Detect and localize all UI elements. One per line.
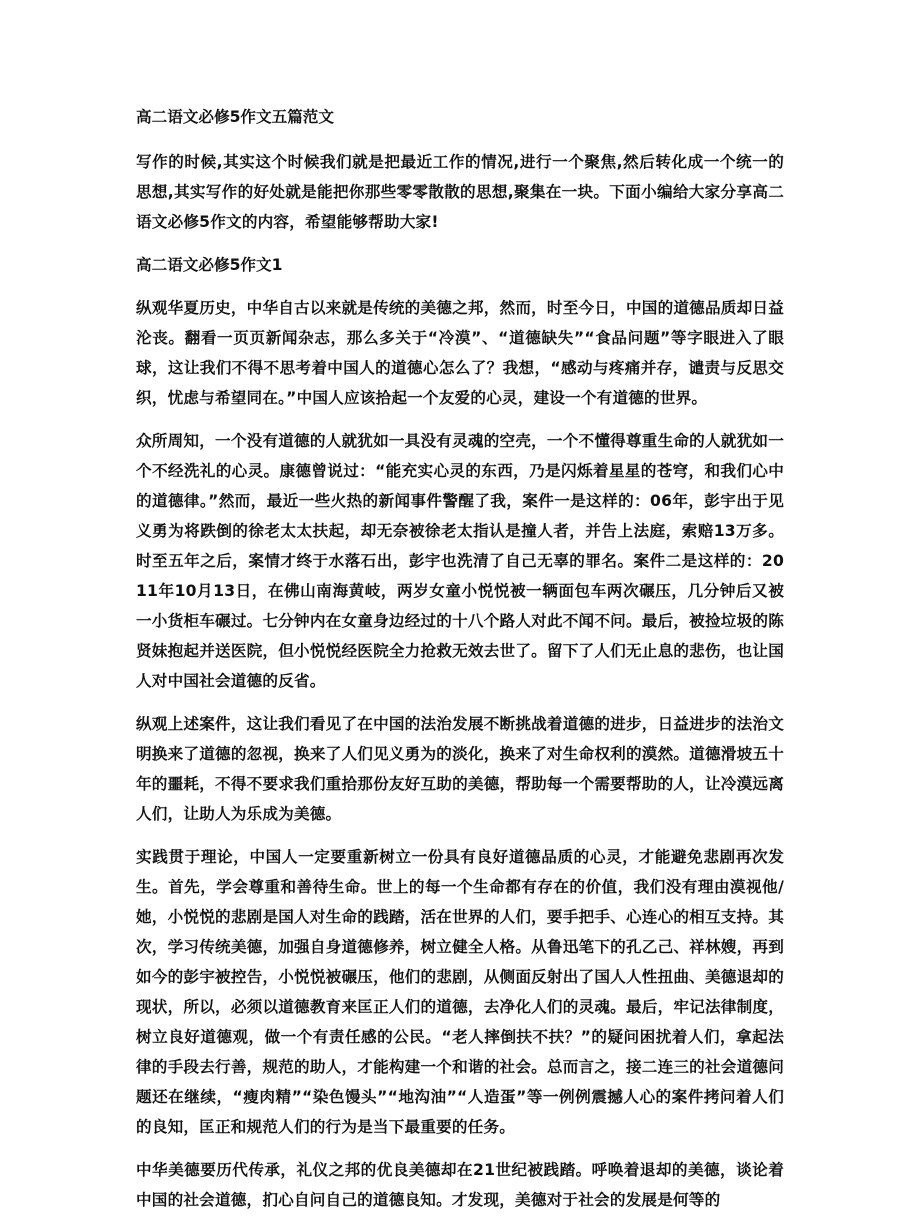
body-paragraph: 众所周知，一个没有道德的人就犹如一具没有灵魂的空壳，一个不懂得尊重生命的人就犹如一个不经洗礼的心灵。康德曾说过：“能充实心灵的东西，乃是闪烁着星星的苍穹，和我们心中的道德律。”然而，最近一些火热的新闻事件警醒了我，案件一是这样的：06年，彭宇出于见义勇为将跌倒的徐老太太扶起，却无奈被徐老太指认是撞人者，并告上法庭，索赔13万多。时至五年之后，案情才终于水落石出，彭宇也洗清了自己无辜的罪名。案件二是这样的：2011年10月13日，在佛山南海黄岐，两岁女童小悦悦被一辆面包车两次碾压，几分钟后又被一小货柜车碾过。七分钟内在女童身边经过的十八个路人对此不闻不问。最后，被捡垃圾的陈贤妹抱起并送医院，但小悦悦经医院全力抢救无效去世了。留下了人们无止息的悲伤，也让国人对中国社会道德的反省。 xyxy=(136,432,784,690)
body-paragraph: 纵观上述案件，这让我们看见了在中国的法治发展不断挑战着道德的进步，日益进步的法治文明换来了道德的忽视，换来了人们见义勇为的淡化，换来了对生命权利的漠然。道德滑坡五十年的噩耗，不得不要求我们重拾那份友好互助的美德，帮助每一个需要帮助的人，让冷漠远离人们，让助人为乐成为美德。 xyxy=(136,715,784,823)
document-title: 高二语文必修5作文五篇范文 xyxy=(136,108,334,126)
intro-paragraph: 写作的时候,其实这个时候我们就是把最近工作的情况,进行一个聚焦,然后转化成一个统一的思想,其实写作的好处就是能把你那些零零散散的思想,聚集在一块。下面小编给大家分享高二语文必修5作文的内容，希望能够帮助大家! xyxy=(136,153,784,231)
document-page xyxy=(136,99,784,1228)
section-heading: 高二语文必修5作文1 xyxy=(136,256,283,274)
body-paragraph: 中华美德要历代传承，礼仪之邦的优良美德却在21世纪被践踏。呼唤着退却的美德，谈论着中国的社会道德，扪心自问自己的道德良知。才发现，美德对于社会的发展是何等的 xyxy=(136,1161,784,1209)
body-paragraph: 纵观华夏历史，中华自古以来就是传统的美德之邦，然而，时至今日，中国的道德品质却日益沦丧。翻看一页页新闻杂志，那么多关于“冷漠”、“道德缺失”“食品问题”等字眼进入了眼球，这让我们不得不思考着中国人的道德心怎么了？我想，“感动与疼痛并存，谴责与反思交织，忧虑与希望同在。”中国人应该拾起一个友爱的心灵，建设一个有道德的世界。 xyxy=(136,299,784,407)
body-paragraph: 实践贯于理论，中国人一定要重新树立一份具有良好道德品质的心灵，才能避免悲剧再次发生。首先，学会尊重和善待生命。世上的每一个生命都有存在的价值，我们没有理由漠视他/她，小悦悦的悲剧是国人对生命的践踏，活在世界的人们，要手把手、心连心的相互支持。其次，学习传统美德，加强自身道德修养，树立健全人格。从鲁迅笔下的孔乙己、祥林嫂，再到如今的彭宇被控告，小悦悦被碾压，他们的悲剧，从侧面反射出了国人人性扭曲、美德退却的现状，所以，必须以道德教育来匡正人们的道德，去净化人们的灵魂。最后，牢记法律制度，树立良好道德观，做一个有责任感的公民。“老人摔倒扶不扶？”的疑问困扰着人们，拿起法律的手段去行善，规范的助人，才能构建一个和谐的社会。总而言之，接二连三的社会道德问题还在继续，“瘦肉精”“染色馒头”“地沟油”“人造蛋”等一例例震撼人心的案件拷问着人们的良知，匡正和规范人们的行为是当下最重要的任务。 xyxy=(136,848,784,1136)
